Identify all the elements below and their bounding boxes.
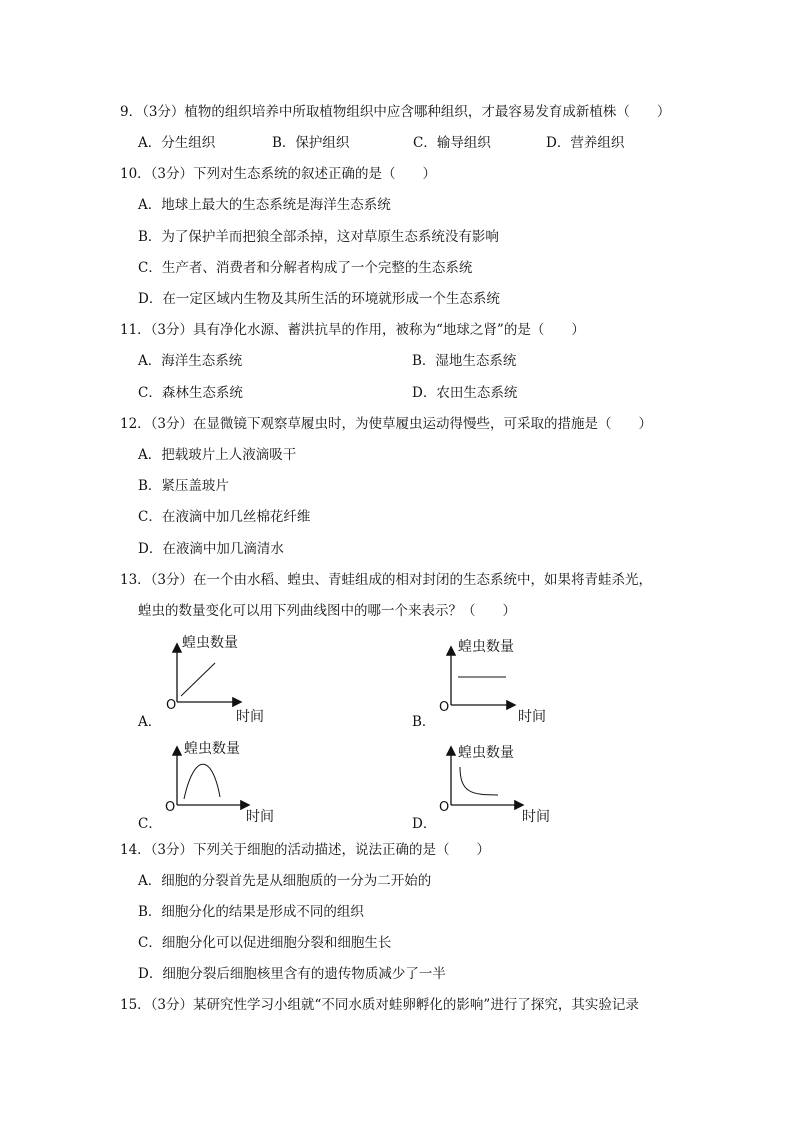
q13-graph-d-ylabel: 蝗虫数量	[458, 745, 514, 761]
q13-graph-b-xlabel: 时间	[518, 709, 546, 725]
q13-graph-a-plot	[172, 640, 252, 720]
q9-option-b[interactable]: B．保护组织	[272, 135, 350, 151]
q14-option-c[interactable]: C．细胞分化可以促进细胞分裂和细胞生长	[138, 935, 392, 951]
q13-graph-d-xlabel: 时间	[522, 809, 550, 825]
q10-option-a[interactable]: A．地球上最大的生态系统是海洋生态系统	[138, 197, 391, 213]
q14-stem: 14．（3分）下列关于细胞的活动描述，说法正确的是（ ）	[120, 842, 491, 858]
q13-graph-c-ylabel: 蝗虫数量	[184, 741, 240, 757]
q13-graph-a-ylabel: 蝗虫数量	[182, 635, 238, 651]
q13-graph-c-xlabel: 时间	[246, 809, 274, 825]
q14-option-d[interactable]: D．细胞分裂后细胞核里含有的遗传物质减少了一半	[138, 966, 446, 982]
q13-graph-b-origin: O	[439, 700, 450, 715]
q11-stem: 11．（3分）具有净化水源、蓄洪抗旱的作用，被称为“地球之肾”的是（ ）	[120, 322, 585, 338]
q9-stem: 9．（3分）植物的组织培养中所取植物组织中应含哪种组织，才最容易发育成新植株（ ）	[120, 104, 671, 120]
q12-option-a[interactable]: A．把载玻片上人液滴吸干	[138, 447, 297, 463]
q12-option-b[interactable]: B．紧压盖玻片	[138, 478, 229, 494]
q11-option-c[interactable]: C．森林生态系统	[138, 385, 243, 401]
q13-graph-a-curve	[181, 663, 215, 696]
q13-graph-c-letter: C．	[138, 816, 162, 832]
q10-stem: 10．（3分）下列对生态系统的叙述正确的是（ ）	[120, 166, 437, 182]
q13-graph-d-plot	[446, 743, 536, 823]
q13-graph-b-plot	[446, 643, 526, 723]
q11-option-b[interactable]: B．湿地生态系统	[412, 353, 517, 369]
q13-graph-a-xlabel: 时间	[236, 709, 264, 725]
q13-graph-c-plot	[172, 743, 262, 823]
q12-option-d[interactable]: D．在液滴中加几滴清水	[138, 541, 284, 557]
q9-option-c[interactable]: C．输导组织	[413, 135, 491, 151]
q14-option-b[interactable]: B．细胞分化的结果是形成不同的组织	[138, 904, 364, 920]
q10-option-b[interactable]: B．为了保护羊而把狼全部杀掉，这对草原生态系统没有影响	[138, 229, 499, 245]
q13-graph-a-letter: A．	[138, 714, 162, 730]
q13-graph-d-letter: D．	[412, 816, 437, 832]
q11-option-d[interactable]: D．农田生态系统	[412, 385, 518, 401]
q13-graph-a-origin: O	[166, 698, 177, 713]
q13-stem-line2: 蝗虫的数量变化可以用下列曲线图中的哪一个来表示？（ ）	[138, 603, 516, 619]
q14-option-a[interactable]: A．细胞的分裂首先是从细胞质的一分为二开始的	[138, 873, 432, 889]
q9-option-d[interactable]: D．营养组织	[546, 135, 625, 151]
q12-option-c[interactable]: C．在液滴中加几丝棉花纤维	[138, 509, 311, 525]
q10-option-c[interactable]: C．生产者、消费者和分解者构成了一个完整的生态系统	[138, 260, 473, 276]
q10-option-d[interactable]: D．在一定区域内生物及其所生活的环境就形成一个生态系统	[138, 291, 500, 307]
q13-graph-c-curve	[184, 764, 220, 799]
q11-option-a[interactable]: A．海洋生态系统	[138, 353, 243, 369]
q12-stem: 12．（3分）在显微镜下观察草履虫时，为使草履虫运动得慢些，可采取的措施是（ ）	[120, 416, 653, 432]
q13-graph-c-origin: O	[165, 800, 176, 815]
q15-stem: 15．（3分）某研究性学习小组就“不同水质对蛙卵孵化的影响”进行了探究，其实验记录	[120, 997, 639, 1013]
q13-graph-b-ylabel: 蝗虫数量	[458, 639, 514, 655]
q13-stem-line1: 13．（3分）在一个由水稻、蝗虫、青蛙组成的相对封闭的生态系统中，如果将青蛙杀光，	[120, 572, 653, 588]
q9-option-a[interactable]: A．分生组织	[138, 135, 216, 151]
q13-graph-b-letter: B．	[412, 714, 436, 730]
q13-graph-d-origin: O	[439, 800, 450, 815]
q13-graph-d-curve	[460, 767, 498, 795]
